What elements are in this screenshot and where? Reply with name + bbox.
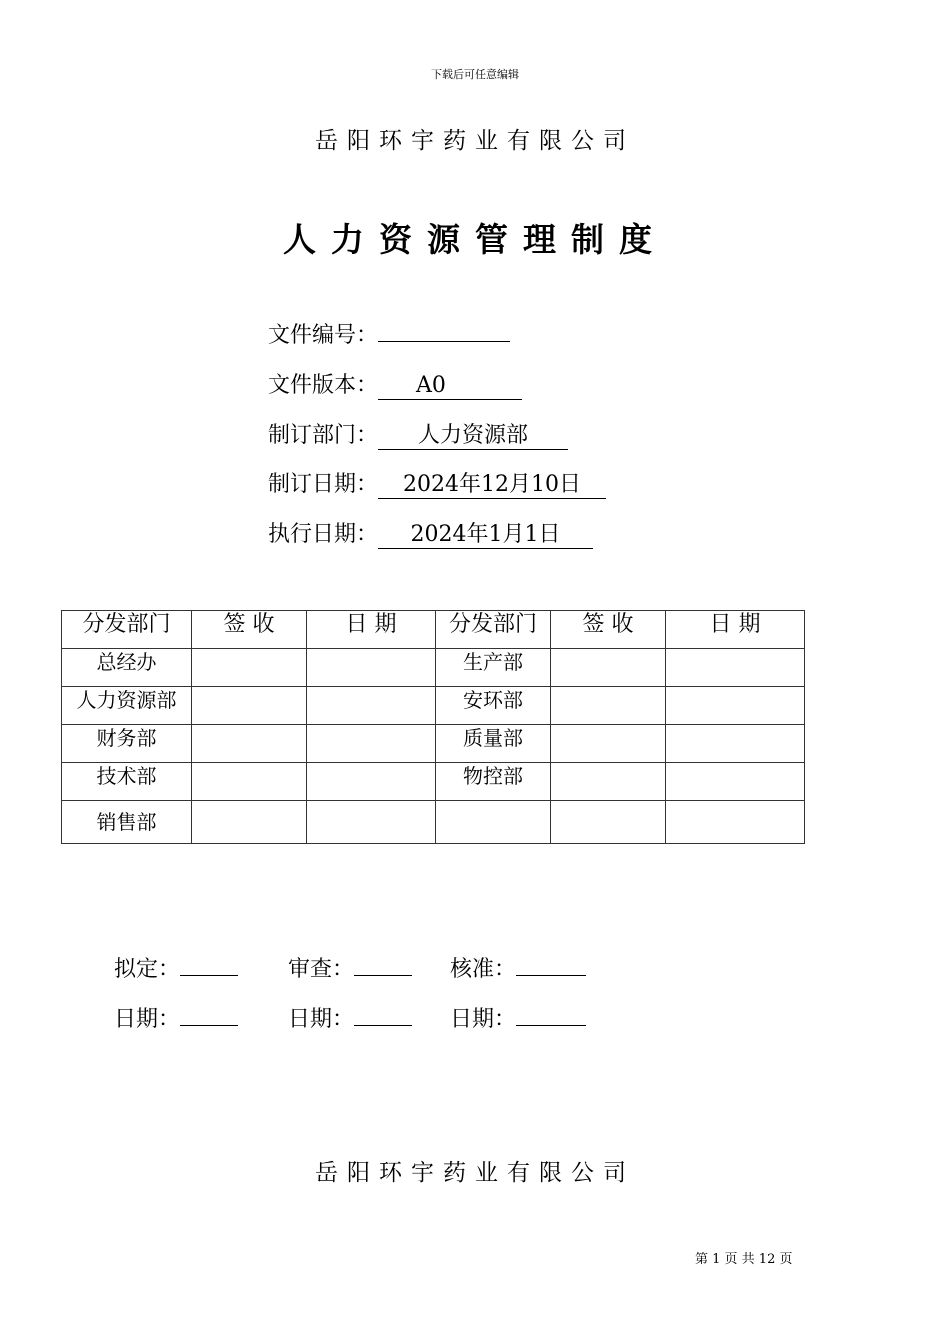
document-title: 人力资源管理制度	[283, 220, 667, 259]
approve-field	[450, 954, 586, 986]
review-label: 审查：	[288, 957, 355, 982]
doc-version-row	[268, 370, 522, 402]
distribution-table	[61, 610, 805, 844]
table-row	[62, 687, 805, 725]
table-row	[62, 649, 805, 687]
sign-cell	[551, 763, 666, 801]
header-cell: 签 收	[192, 611, 307, 649]
header-cell: 签 收	[551, 611, 666, 649]
dept-cell: 人力资源部	[62, 687, 192, 725]
review-date-label: 日期：	[288, 1007, 355, 1032]
doc-number-label: 文件编号：	[268, 323, 379, 348]
review-date-field	[288, 1004, 412, 1036]
table-header-row	[62, 611, 805, 649]
review-date-blank	[354, 1005, 412, 1026]
department-row	[268, 420, 568, 452]
table-row	[62, 763, 805, 801]
sign-cell	[551, 687, 666, 725]
date-cell	[666, 801, 805, 844]
header-cell: 日 期	[666, 611, 805, 649]
draft-date-field	[114, 1004, 238, 1036]
department-value: 人力资源部	[378, 423, 568, 450]
date-cell	[666, 649, 805, 687]
sign-cell	[192, 801, 307, 844]
table-row	[62, 725, 805, 763]
dept-cell: 技术部	[62, 763, 192, 801]
approve-date-field	[450, 1004, 586, 1036]
draft-blank	[180, 955, 238, 976]
date-cell	[666, 687, 805, 725]
date-cell	[307, 801, 436, 844]
exec-date-label: 执行日期：	[268, 522, 379, 547]
dept-cell: 生产部	[436, 649, 551, 687]
made-date-value: 2024年12月10日	[378, 472, 606, 499]
table-row	[62, 801, 805, 844]
approve-blank	[516, 955, 586, 976]
date-cell	[307, 725, 436, 763]
header-cell: 日 期	[307, 611, 436, 649]
company-name-bottom: 岳阳环宇药业有限公司	[315, 1160, 635, 1186]
sign-cell	[551, 649, 666, 687]
header-cell: 分发部门	[62, 611, 192, 649]
dept-cell	[436, 801, 551, 844]
sign-cell	[192, 687, 307, 725]
header-cell: 分发部门	[436, 611, 551, 649]
made-date-label: 制订日期：	[268, 472, 379, 497]
doc-version-value: A0	[416, 373, 446, 398]
dept-cell: 质量部	[436, 725, 551, 763]
doc-number-row	[268, 320, 510, 352]
doc-number-value	[378, 341, 510, 342]
draft-date-label: 日期：	[114, 1007, 181, 1032]
date-cell	[666, 763, 805, 801]
company-name-top: 岳阳环宇药业有限公司	[315, 128, 635, 154]
dept-cell: 销售部	[62, 801, 192, 844]
sign-cell	[192, 763, 307, 801]
draft-date-blank	[180, 1005, 238, 1026]
dept-cell: 安环部	[436, 687, 551, 725]
dept-cell: 物控部	[436, 763, 551, 801]
dept-cell: 财务部	[62, 725, 192, 763]
sign-cell	[551, 725, 666, 763]
approve-date-blank	[516, 1005, 586, 1026]
sign-cell	[192, 649, 307, 687]
review-field	[288, 954, 412, 986]
sign-cell	[551, 801, 666, 844]
date-cell	[307, 649, 436, 687]
exec-date-row	[268, 519, 593, 551]
approve-label: 核准：	[450, 957, 517, 982]
header-note: 下载后可任意编辑	[431, 68, 519, 81]
page-number: 第 1 页 共 12 页	[695, 1252, 793, 1267]
date-cell	[307, 763, 436, 801]
date-cell	[307, 687, 436, 725]
department-label: 制订部门：	[268, 423, 379, 448]
sign-cell	[192, 725, 307, 763]
date-cell	[666, 725, 805, 763]
exec-date-value: 2024年1月1日	[378, 522, 593, 549]
made-date-row	[268, 469, 606, 501]
doc-version-label: 文件版本：	[268, 373, 379, 398]
draft-field	[114, 954, 238, 986]
approve-date-label: 日期：	[450, 1007, 517, 1032]
review-blank	[354, 955, 412, 976]
draft-label: 拟定：	[114, 957, 181, 982]
dept-cell: 总经办	[62, 649, 192, 687]
